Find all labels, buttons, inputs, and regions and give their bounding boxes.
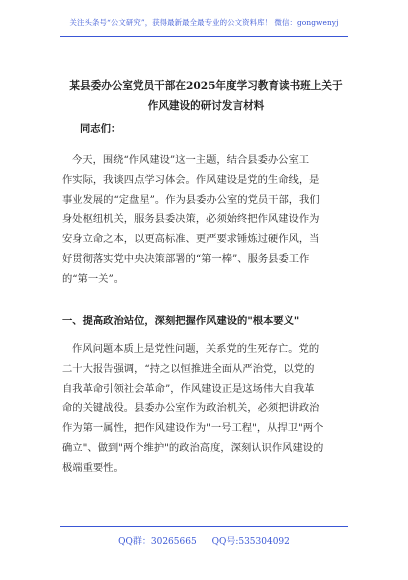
paragraph-line: 作实际，我谈四点学习体会。作风建设是党的生命线，是 (62, 173, 320, 186)
footer-contact (0, 534, 408, 547)
header-divider (60, 36, 348, 37)
paragraph-line: 命的关键战役。县委办公室作为政治机关，必须把讲政治 (62, 402, 320, 415)
footer-qq-number: QQ号:535304092 (211, 537, 290, 547)
section-heading-1: 一、提高政治站位，深刻把握作风建设的"根本要义" (62, 315, 300, 327)
footer-qq-group: QQ群：30265665 (118, 537, 197, 547)
salutation: 同志们： (80, 123, 122, 135)
paragraph-line: 自我革命引领社会革命”，作风建设正是这场伟大自我革 (62, 382, 315, 395)
paragraph-line: 身处枢纽机关，服务县委决策，必须始终把作风建设作为 (62, 213, 320, 226)
paragraph-line: 今天，围绕“作风建设”这一主题，结合县委办公室工 (72, 154, 310, 166)
document-title-line-1: 某县委办公室党员干部在2025年度学习教育读书班上关于 (69, 80, 343, 92)
paragraph-line: 极端重要性。 (62, 461, 124, 474)
paragraph-line: 好贯彻落实党中央决策部署的“第一棒”、服务县委工作 (62, 252, 310, 265)
paragraph-line: 二十大报告强调，“持之以恒推进全面从严治党，以党的 (62, 362, 315, 375)
paragraph-line: 确立"、做到"两个维护"的政治高度，深刻认识作风建设的 (62, 441, 324, 454)
paragraph-section-1 (62, 340, 350, 479)
document-title-line-2: 作风建设的研讨发言材料 (147, 100, 265, 112)
paragraph-line: 事业发展的“定盘星”。作为县委办公室的党员干部，我们 (62, 193, 320, 206)
footer-divider (60, 526, 348, 527)
paragraph-line: 作风问题本质上是党性问题，关系党的生死存亡。党的 (72, 343, 320, 355)
paragraph-intro (62, 151, 350, 290)
paragraph-line: 安身立命之本，以更高标准、更严要求锤炼过硬作风，当 (62, 233, 320, 246)
header-promo-note: 关注头条号“公文研究”，获得最新最全最专业的公文资料库！ 微信：gongwenyj (69, 18, 339, 27)
paragraph-line: 作为第一属性，把作风建设作为"一号工程"，从捍卫"两个 (62, 422, 324, 435)
paragraph-line: 的“第一关”。 (62, 272, 125, 285)
